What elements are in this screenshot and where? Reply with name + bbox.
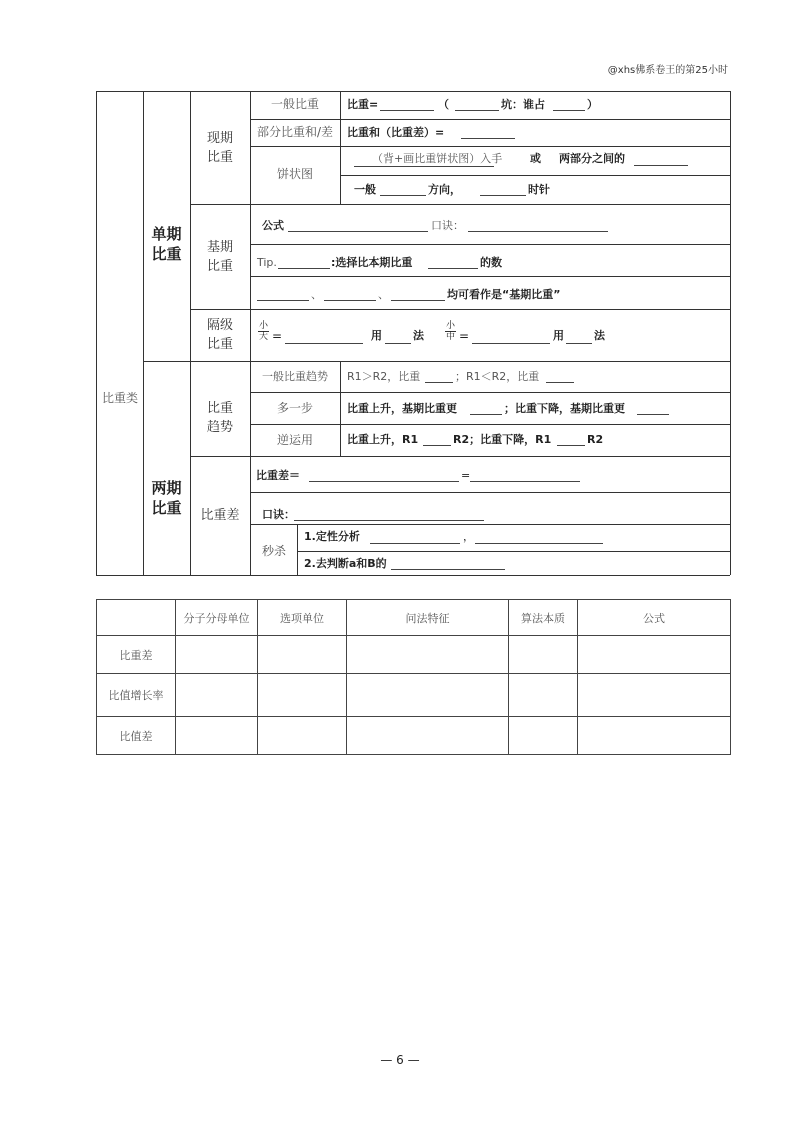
page-header: @xhs佛系卷王的第25小时 — [607, 65, 728, 76]
reverse-b: R2；比重下降，R1 — [453, 433, 552, 446]
table2-cell — [578, 636, 731, 674]
trend-general-a: R1＞R2，比重 — [347, 370, 421, 383]
gap-eq-1: = — [272, 329, 283, 343]
partial-text: 比重和（比重差）= — [347, 126, 445, 139]
formula-a: 公式 — [262, 219, 284, 232]
formula-b: 口诀： — [431, 219, 464, 232]
tip-b: :选择比本期比重 — [331, 256, 413, 269]
pie-line2-c: 时针 — [528, 183, 550, 196]
table2-header-formula: 公式 — [578, 600, 731, 636]
table2-cell — [347, 636, 509, 674]
single-period-label: 单期 比重 — [151, 225, 182, 263]
pie-line2-a: 一般 — [354, 183, 376, 196]
double-period-label: 两期 比重 — [151, 479, 182, 517]
tip-c: 的数 — [480, 256, 502, 269]
gap-use-2: 用 — [553, 329, 564, 342]
pie-label: 饼状图 — [276, 167, 313, 181]
table2-cell — [176, 717, 258, 755]
general-paren-close: ） — [587, 98, 598, 111]
pie-line1-c: 两部分之间的 — [559, 152, 625, 165]
diff-formula-a: 比重差＝ — [256, 469, 300, 482]
general-label: 一般比重 — [270, 97, 319, 111]
base-list-a: 、 — [311, 288, 322, 301]
table2-row-label: 比值增长率 — [97, 674, 176, 717]
miaosha-line2: 2.去判断a和B的 — [304, 557, 387, 570]
table2-cell — [258, 674, 347, 717]
gap-fraction-1: $\frac{\text{小}}{\text{大}}$ — [259, 321, 269, 342]
pie-line2-b: 方向， — [428, 183, 461, 196]
table2-cell — [258, 717, 347, 755]
page-number: — 6 — — [380, 1053, 420, 1067]
table2-cell — [258, 636, 347, 674]
general-text: 比重= — [347, 98, 379, 111]
table2-cell — [509, 636, 578, 674]
more-label: 多一步 — [276, 401, 313, 415]
trend-general-label: 一般比重趋势 — [262, 370, 328, 383]
table2-cell — [509, 674, 578, 717]
gap-level-label: 隔级 比重 — [206, 318, 233, 352]
table2 — [96, 599, 731, 755]
table2-cell — [347, 674, 509, 717]
table2-header-question: 问法特征 — [347, 600, 509, 636]
table2-header-empty — [97, 600, 176, 636]
table2-row-label: 比值差 — [97, 717, 176, 755]
current-period-label: 现期 比重 — [206, 131, 233, 165]
reverse-label: 逆运用 — [276, 433, 313, 447]
general-who: 坑：谁占 — [501, 98, 545, 111]
table2-row-label: 比重差 — [97, 636, 176, 674]
base-list-b: 、 — [378, 288, 389, 301]
pie-line1-b: 或 — [530, 152, 541, 165]
reverse-c: R2 — [587, 433, 604, 446]
miaosha-line1-a: 1.定性分析 — [304, 530, 360, 543]
trend-label: 比重 趋势 — [206, 401, 233, 435]
gap-fa-1: 法 — [413, 329, 424, 342]
gap-fraction-2: $\frac{\text{小}}{\text{中}}$ — [446, 321, 456, 342]
diff-koujue: 口诀： — [262, 508, 295, 521]
table2-cell — [176, 674, 258, 717]
miaosha-label: 秒杀 — [261, 544, 286, 558]
diff-label: 比重差 — [200, 508, 240, 523]
table2-header-essence: 算法本质 — [509, 600, 578, 636]
miaosha-line1-b: ， — [463, 530, 474, 543]
table2-header-option: 选项单位 — [258, 600, 347, 636]
gap-use-1: 用 — [371, 329, 382, 342]
trend-general-b: ；R1＜R2，比重 — [455, 370, 540, 383]
gap-eq-2: = — [459, 329, 470, 343]
table2-cell — [176, 636, 258, 674]
tip-a: Tip. — [257, 256, 277, 269]
more-b: ；比重下降，基期比重更 — [504, 402, 625, 415]
table2-cell — [347, 717, 509, 755]
base-list-c: 均可看作是“基期比重” — [447, 288, 561, 301]
category-label: 比重类 — [101, 391, 138, 405]
table2-cell — [578, 674, 731, 717]
table2-cell — [578, 717, 731, 755]
table2-cell — [509, 717, 578, 755]
table2-header-unit: 分子分母单位 — [176, 600, 258, 636]
pie-line1-a: （背+画比重饼状图）入手 — [372, 152, 503, 165]
reverse-a: 比重上升，R1 — [347, 433, 419, 446]
general-paren-open: （ — [438, 98, 449, 111]
partial-label: 部分比重和/差 — [256, 125, 334, 139]
diff-formula-b: = — [461, 469, 471, 482]
gap-fa-2: 法 — [594, 329, 605, 342]
base-period-label: 基期 比重 — [206, 240, 233, 274]
more-a: 比重上升，基期比重更 — [347, 402, 457, 415]
